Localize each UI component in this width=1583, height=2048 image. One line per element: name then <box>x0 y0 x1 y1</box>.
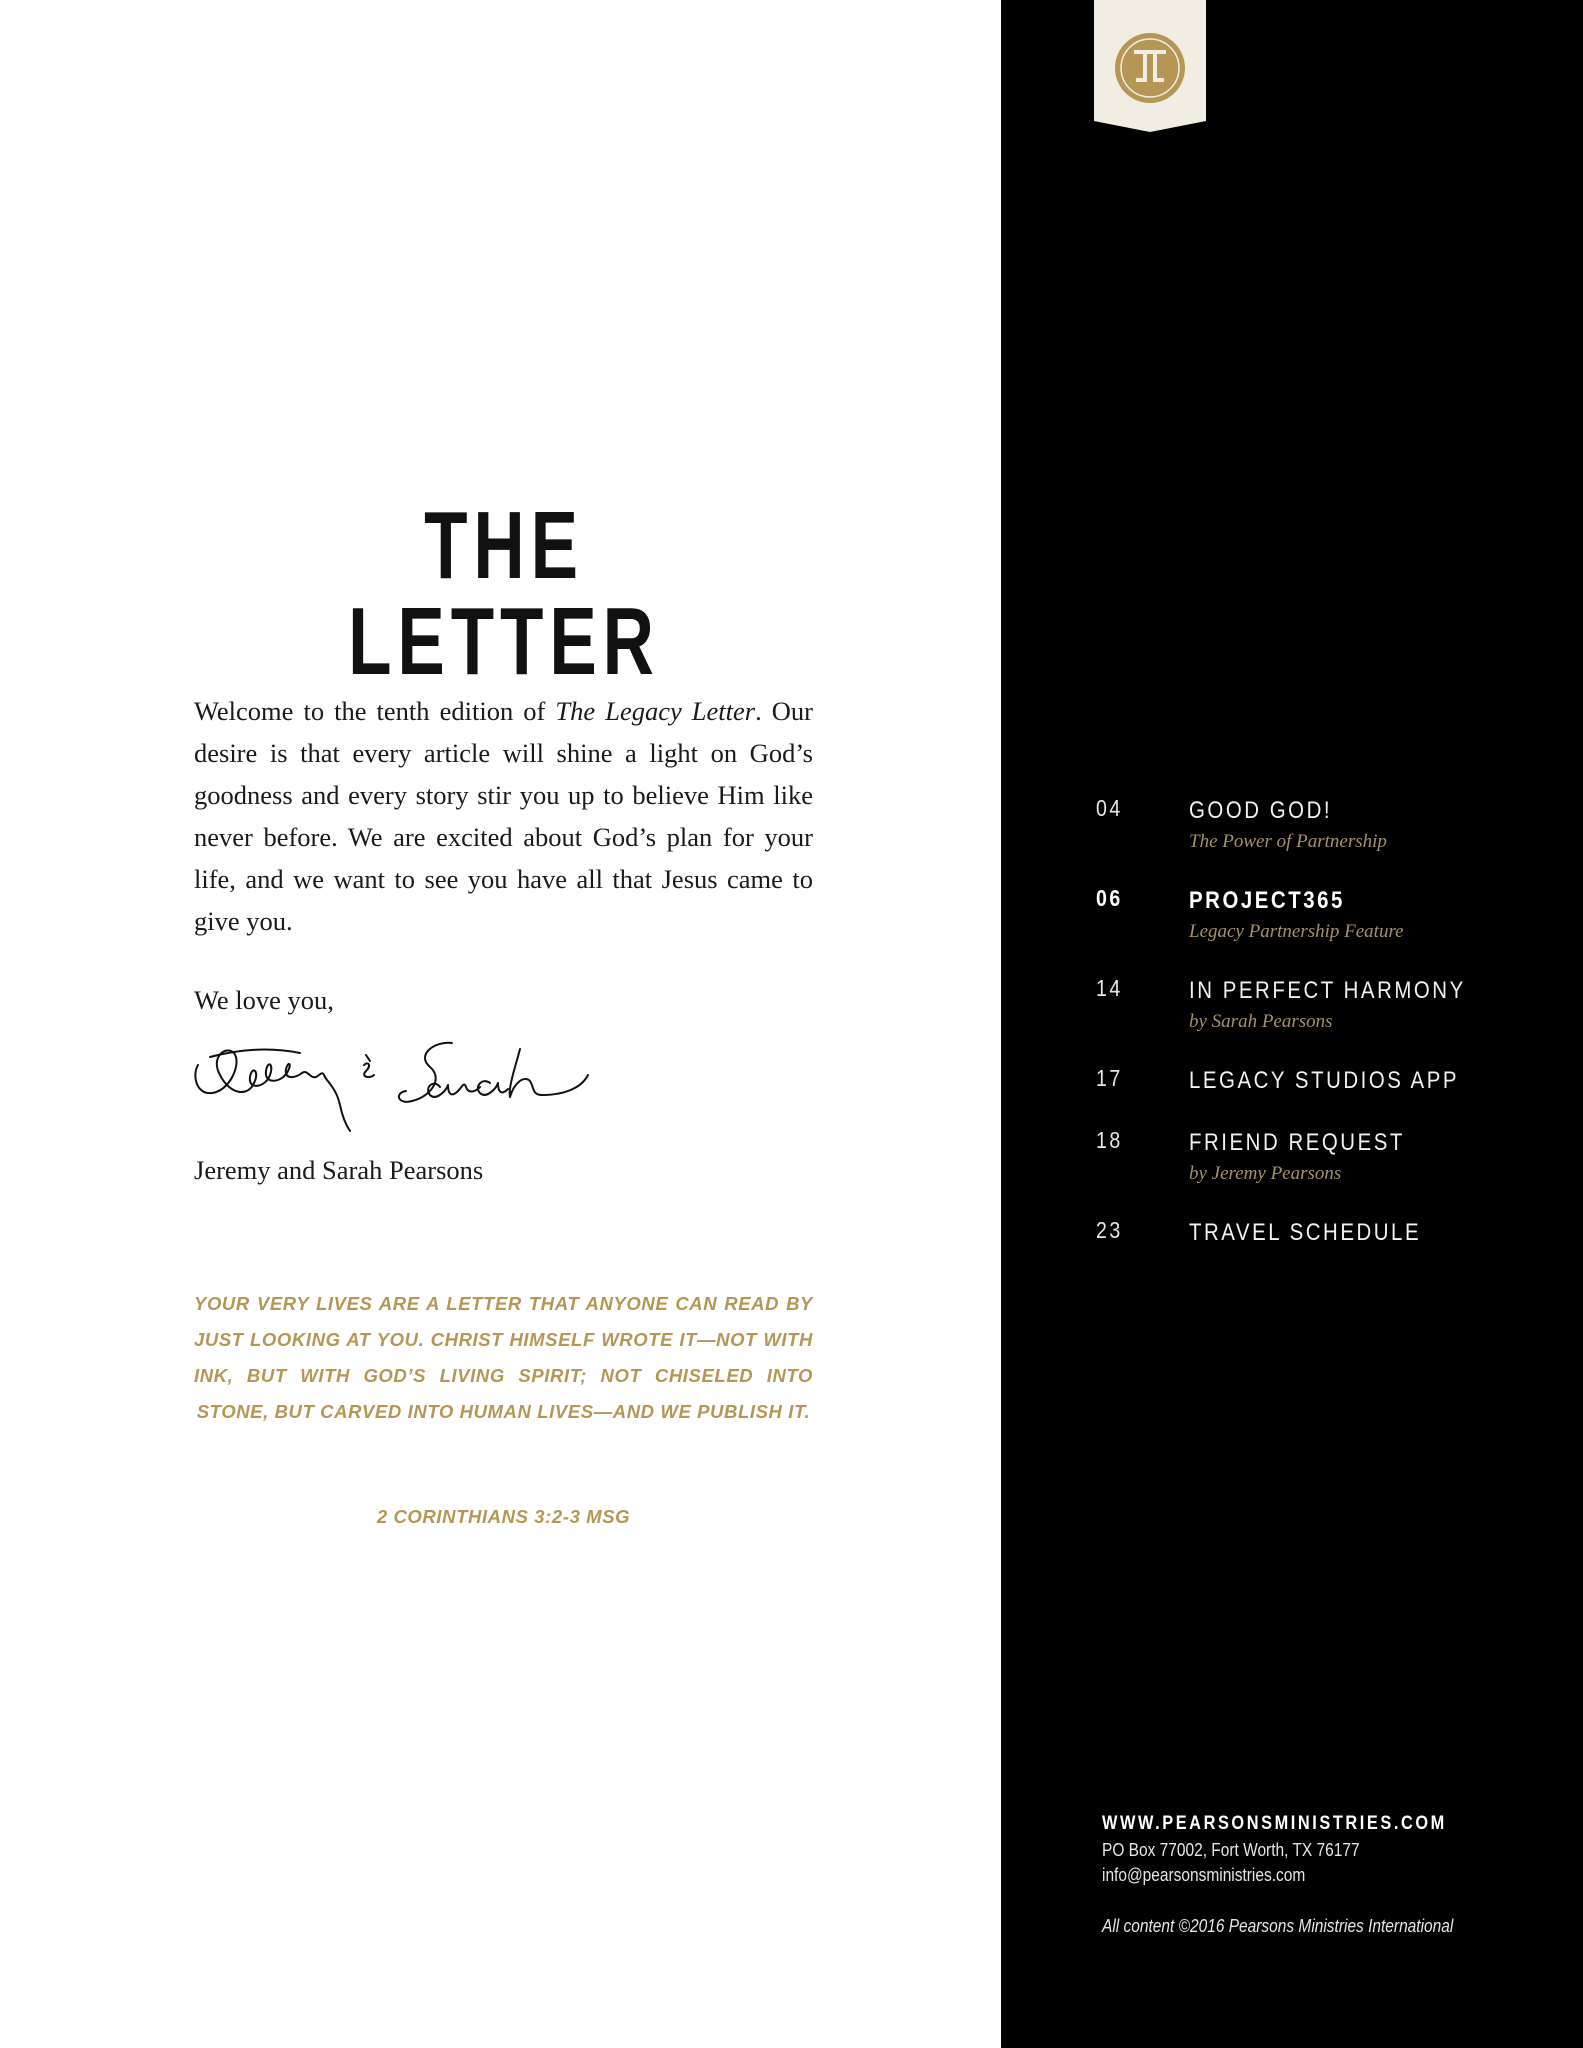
page-title: THE LETTER <box>348 492 660 695</box>
scripture-reference: 2 CORINTHIANS 3:2-3 MSG <box>376 1506 631 1527</box>
contact-footer <box>1102 1810 1562 1937</box>
intro-paragraph <box>194 690 813 942</box>
toc-subtitle: by Sarah Pearsons <box>1189 1011 1333 1032</box>
toc-page-number: 23 <box>1096 1217 1123 1243</box>
toc-title: FRIEND REQUEST <box>1189 1129 1405 1156</box>
signer-names: Jeremy and Sarah Pearsons <box>194 1155 484 1185</box>
logo-tab <box>1094 0 1206 132</box>
table-of-contents <box>1096 795 1566 1249</box>
intro-text-end: . Our desire is that every article will shine a light on God’s goodness and every story stir you up to believe Him like never before. We are excited about God’s plan for your life, and we want to see you have all that Jesus came to give you. <box>194 696 814 936</box>
toc-page-number: 18 <box>1096 1127 1123 1153</box>
toc-item-good-god[interactable] <box>1096 795 1566 855</box>
toc-item-in-perfect-harmony[interactable] <box>1096 975 1566 1035</box>
toc-title: LEGACY STUDIOS APP <box>1189 1067 1460 1094</box>
toc-title: TRAVEL SCHEDULE <box>1189 1219 1422 1246</box>
toc-page-number: 17 <box>1096 1065 1123 1091</box>
toc-page-number: 14 <box>1096 975 1123 1001</box>
toc-item-travel-schedule[interactable] <box>1096 1217 1566 1249</box>
intro-text-start: Welcome to the tenth edition of <box>194 696 556 726</box>
handwritten-signature <box>190 1035 590 1145</box>
toc-page-number: 06 <box>1096 885 1123 911</box>
toc-title: PROJECT365 <box>1189 887 1345 914</box>
toc-page-number: 04 <box>1096 795 1123 821</box>
toc-subtitle: Legacy Partnership Feature <box>1189 921 1404 942</box>
website-link[interactable]: WWW.PEARSONSMINISTRIES.COM <box>1102 1813 1447 1834</box>
scripture-quote: YOUR VERY LIVES ARE A LETTER THAT ANYONE CAN READ BY JUST LOOKING AT YOU. CHRIST HIMSELF WROTE IT—NOT WITH INK, BUT WITH GOD’S LIVING SPIRIT; NOT CHISELED INTO STONE, BUT CARVED INTO HUMAN LIVES—AND WE PUBLISH IT. <box>194 1293 813 1422</box>
copyright-notice: All content ©2016 Pearsons Ministries International <box>1102 1916 1454 1936</box>
toc-subtitle: The Power of Partnership <box>1189 831 1387 852</box>
toc-subtitle: by Jeremy Pearsons <box>1189 1163 1342 1184</box>
toc-item-legacy-studios-app[interactable] <box>1096 1065 1566 1097</box>
contents-panel <box>1001 0 1583 2048</box>
publication-name: The Legacy Letter <box>555 696 756 726</box>
toc-item-project365[interactable] <box>1096 885 1566 945</box>
mailing-address: PO Box 77002, Fort Worth, TX 76177 <box>1102 1840 1360 1860</box>
toc-title: IN PERFECT HARMONY <box>1189 977 1466 1004</box>
email-link[interactable]: info@pearsonsministries.com <box>1102 1865 1306 1885</box>
toc-item-friend-request[interactable] <box>1096 1127 1566 1187</box>
toc-title: GOOD GOD! <box>1189 797 1333 824</box>
legacy-jl-monogram-icon <box>1115 33 1185 103</box>
closing-line: We love you, <box>194 985 334 1015</box>
